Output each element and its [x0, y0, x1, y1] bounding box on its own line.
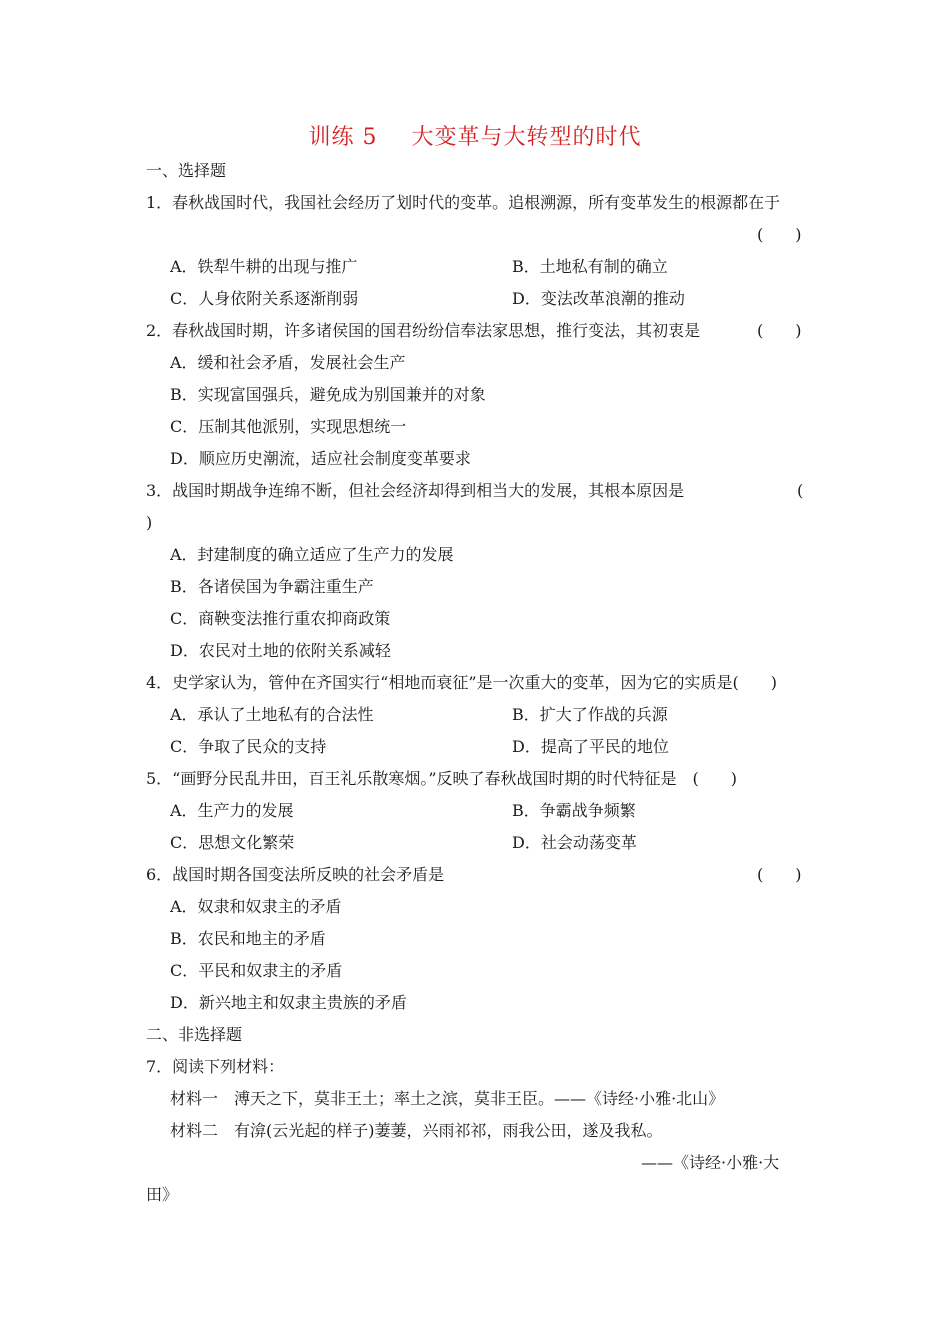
lesson-title: 大变革与大转型的时代: [411, 125, 642, 150]
question-6-option-c: C．平民和奴隶主的矛盾: [170, 961, 343, 980]
question-3-paren-close: ): [146, 513, 153, 532]
page-title: [0, 120, 950, 151]
question-1-option-b: B．土地私有制的确立: [512, 257, 668, 276]
question-3-paren-open: (: [797, 481, 804, 500]
question-7-stem: 7．阅读下列材料：: [146, 1057, 285, 1076]
question-1-answer-blank: ( ): [757, 225, 802, 244]
question-6-option-d: D．新兴地主和奴隶主贵族的矛盾: [170, 993, 407, 1012]
question-7-material-2: 材料二 有渰(云光起的样子)萋萋，兴雨祁祁，雨我公田，遂及我私。: [170, 1121, 663, 1140]
question-5-stem: 5．“画野分民乱井田，百王礼乐散寒烟。”反映了春秋战国时期的时代特征是 ( ): [146, 769, 738, 788]
question-5-option-a: A．生产力的发展: [170, 801, 294, 820]
section-heading-nonchoice: 二、非选择题: [146, 1025, 243, 1044]
question-4-option-a: A．承认了土地私有的合法性: [170, 705, 374, 724]
section-heading-choice: 一、选择题: [146, 161, 227, 180]
question-6-option-b: B．农民和地主的矛盾: [170, 929, 326, 948]
question-6-answer-blank: ( ): [757, 865, 802, 884]
question-6-option-a: A．奴隶和奴隶主的矛盾: [170, 897, 342, 916]
question-3-option-c: C．商鞅变法推行重农抑商政策: [170, 609, 391, 628]
question-2-stem: 2．春秋战国时期，许多诸侯国的国君纷纷信奉法家思想，推行变法，其初衷是: [146, 321, 701, 340]
question-6-stem: 6．战国时期各国变法所反映的社会矛盾是: [146, 865, 445, 884]
question-5-option-b: B．争霸战争频繁: [512, 801, 636, 820]
question-5-option-c: C．思想文化繁荣: [170, 833, 295, 852]
question-3-stem: 3．战国时期战争连绵不断，但社会经济却得到相当大的发展，其根本原因是: [146, 481, 685, 500]
question-7-material-2-source-end: 田》: [146, 1185, 179, 1204]
question-7-material-1: 材料一 溥天之下，莫非王土；率土之滨，莫非王臣。——《诗经·小雅·北山》: [170, 1089, 725, 1108]
question-2-answer-blank: ( ): [757, 321, 802, 340]
lesson-number: 训练 5: [308, 125, 378, 150]
question-2-option-c: C．压制其他派别，实现思想统一: [170, 417, 407, 436]
question-4-stem: 4．史学家认为，管仲在齐国实行“相地而衰征”是一次重大的变革，因为它的实质是( ): [146, 673, 778, 692]
question-4-option-b: B．扩大了作战的兵源: [512, 705, 668, 724]
question-4-option-c: C．争取了民众的支持: [170, 737, 327, 756]
question-1-stem: 1．春秋战国时代，我国社会经历了划时代的变革。追根溯源，所有变革发生的根源都在于: [146, 193, 781, 212]
question-4-option-d: D．提高了平民的地位: [512, 737, 669, 756]
question-2-option-b: B．实现富国强兵，避免成为别国兼并的对象: [170, 385, 486, 404]
question-3-option-b: B．各诸侯国为争霸注重生产: [170, 577, 374, 596]
question-5-option-d: D．社会动荡变革: [512, 833, 637, 852]
question-2-option-d: D．顺应历史潮流，适应社会制度变革要求: [170, 449, 471, 468]
question-3-option-d: D．农民对土地的依附关系减轻: [170, 641, 391, 660]
question-1-option-d: D．变法改革浪潮的推动: [512, 289, 685, 308]
question-1-option-c: C．人身依附关系逐渐削弱: [170, 289, 359, 308]
question-3-option-a: A．封建制度的确立适应了生产力的发展: [170, 545, 454, 564]
question-1-option-a: A．铁犁牛耕的出现与推广: [170, 257, 358, 276]
question-2-option-a: A．缓和社会矛盾，发展社会生产: [170, 353, 406, 372]
question-7-material-2-source: ——《诗经·小雅·大: [641, 1153, 780, 1172]
